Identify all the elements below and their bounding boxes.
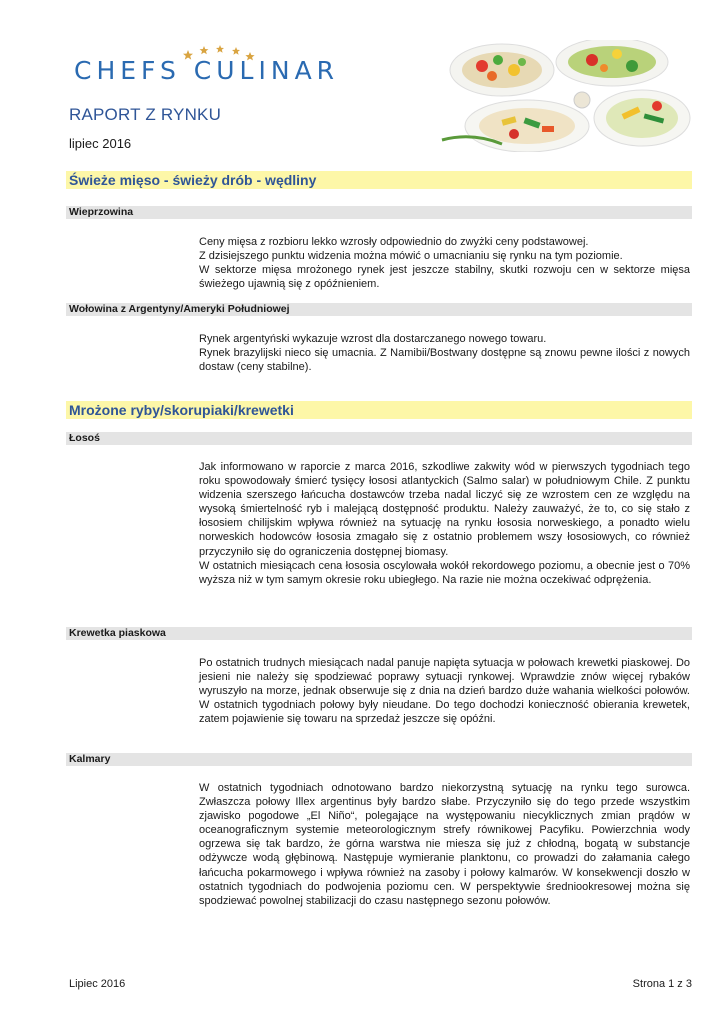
paragraph: Po ostatnich trudnych miesiącach nadal panuje napięta sytuacja w połowach krewetki piaskowej. Do jesieni nie należy się spodziewać poprawy sytuacji rynkowej. Wprawdzie znów więcej rybaków wyruszyło na morze, jednak obserwuje się z dnia na dzień bardzo duże wahania wielkości połowów. W ostatnich tygodniach połowy były nieudane. Do tego dochodzi konieczność obierania krewetek, zatem pojawienie się towaru na sprzedaż jeszcze się opóźni. — [199, 657, 690, 726]
chefs-culinar-logo — [74, 44, 434, 94]
squid-text — [199, 781, 690, 908]
paragraph: Rynek brazylijski nieco się umacnia. Z Namibii/Bostwany dostępne są znowu pewne ilości z nowych dostaw (ceny stabilne). — [199, 347, 690, 374]
subsection-title-squid: Kalmary — [66, 753, 692, 766]
report-date: lipiec 2016 — [69, 136, 132, 151]
subsection-title-shrimp: Krewetka piaskowa — [66, 627, 692, 640]
paragraph: Rynek argentyński wykazuje wzrost dla dostarczanego nowego towaru. — [199, 333, 547, 345]
footer-date: Lipiec 2016 — [69, 978, 126, 990]
report-title: RAPORT Z RYNKU — [69, 105, 222, 124]
food-plates-image — [432, 40, 692, 152]
paragraph: W sektorze mięsa mrożonego rynek jest jeszcze stabilny, skutki rozwoju cen w sektorze mięsa świeżego ujawnią się z opóźnieniem. — [199, 264, 690, 291]
paragraph: Jak informowano w raporcie z marca 2016, szkodliwe zakwity wód w pierwszych tygodniach tego roku spowodowały śmierć tysięcy łososi atlantyckich (Salmo salar) w południowym Chile. Z punktu widzenia szerszego łańcucha dostawców trzeba nadal liczyć się ze wzrostem cen ze względu na wysoką śmiertelność ryb i malejącą dostępność produktu. Należy zauważyć, że to, co się stało z łososiem chilijskim wpływa również na sytuację na rynku łososia norweskiego, a ponadto wielu norweskich hodowców łososia zmagało się z ostatnio problemem wszy łososiowych, co również przyczyniło się do ograniczenia dostępnej biomasy. — [199, 461, 690, 558]
salmon-text — [199, 460, 690, 587]
section-title-frozen-fish: Mrożone ryby/skorupiaki/krewetki — [66, 401, 692, 419]
logo-text: CHEFS CULINAR — [74, 56, 340, 85]
subsection-title-pork: Wieprzowina — [66, 206, 692, 219]
shrimp-text — [199, 656, 690, 726]
paragraph: Z dzisiejszego punktu widzenia można mówić o umacnianiu się rynku na tym poziomie. — [199, 250, 623, 263]
pork-text — [199, 235, 690, 291]
beef-text — [199, 332, 690, 374]
page-number: Strona 1 z 3 — [632, 978, 692, 990]
paragraph: W ostatnich tygodniach odnotowano bardzo niekorzystną sytuację na rynku tego surowca. Zwłaszcza połowy Illex argentinus były bardzo słabe. Przyczyniło się do tego przede wszystkim zjawisko pogodowe „El Niño“, polegające na występowaniu niecyklicznych zmian prądów w oceanograficznym systemie meteorologicznym strefy równikowej Pacyfiku. Powierzchnia wody ogrzewa się tak bardzo, że górna warstwa nie miesza się już z chłodną, bogatą w substancje odżywcze wodą głębinową. Następuje wymieranie planktonu, co prowadzi do załamania całego łańcucha pokarmowego i wpływa również na zasoby i połowy kalmarów. W konsekwencji doszło w ostatnich tygodniach do podwojenia poziomu cen. W perspektywie średniookresowej można się spodziewać powolnej stabilizacji do czasu następnego sezonu połowów. — [199, 782, 690, 907]
subsection-title-salmon: Łosoś — [66, 432, 692, 445]
subsection-title-beef: Wołowina z Argentyny/Ameryki Południowej — [66, 303, 692, 316]
paragraph: W ostatnich miesiącach cena łososia oscylowała wokół rekordowego poziomu, a obecnie jest o 70% wyższa niż w tym samym okresie roku ubiegłego. Na razie nie można oczekiwać odprężenia. — [199, 559, 690, 586]
section-title-fresh-meat: Świeże mięso - świeży drób - wędliny — [66, 171, 692, 189]
paragraph: Ceny mięsa z rozbioru lekko wzrosły odpowiednio do zwyżki ceny podstawowej. — [199, 236, 589, 248]
